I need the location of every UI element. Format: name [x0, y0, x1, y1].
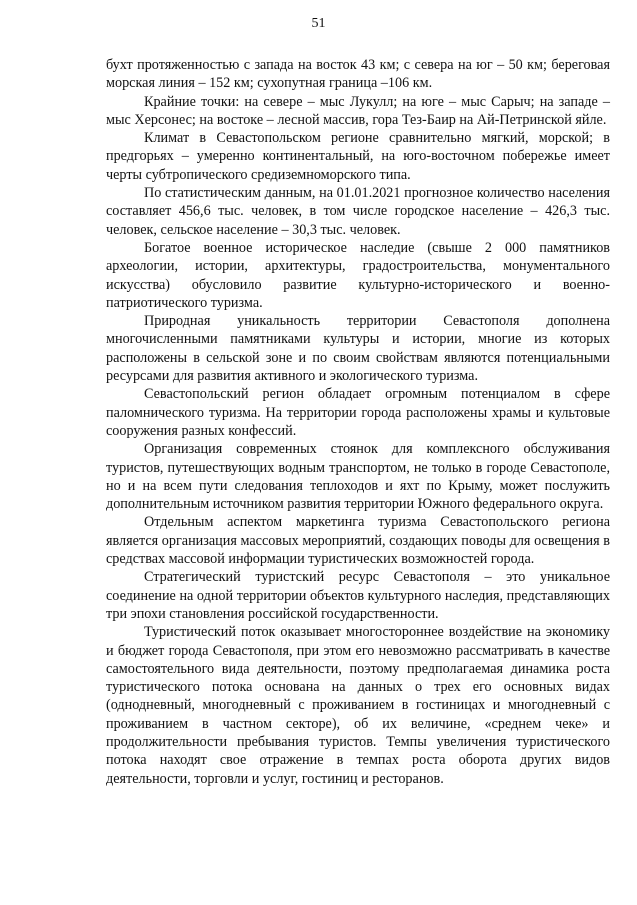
paragraph: бухт протяженностью с запада на восток 43 км; с севера на юг – 50 км; береговая морская линия – 152 км; сухопутная граница –106 км.	[106, 57, 610, 92]
paragraph: По статистическим данным, на 01.01.2021 прогнозное количество населения составляет 456,6 тыс. человек, в том числе городское население – 426,3 тыс. человек, сельское население – 30,3 тыс. человек.	[106, 185, 610, 238]
paragraph: Климат в Севастопольском регионе сравнительно мягкий, морской; в предгорьях – умеренно континентальный, на юго-восточном побережье имеет черты субтропического средиземноморского типа.	[106, 130, 610, 183]
body-text	[106, 56, 610, 788]
paragraph: Туристический поток оказывает многостороннее воздействие на экономику и бюджет города Севастополя, при этом его невозможно рассматривать в качестве самостоятельного вида деятельности, поэтому предполагаемая динамика роста туристического потока основана на данных о трех его основных видах (однодневный, многодневный с проживанием в гостиницах и многодневный с проживанием в частном секторе), об их величине, «среднем чеке» и продолжительности пребывания туристов. Темпы увеличения туристического потока находят свое отражение в темпах роста оборота других видов деятельности, торговли и услуг, гостиниц и ресторанов.	[106, 624, 610, 787]
paragraph: Севастопольский регион обладает огромным потенциалом в сфере паломнического туризма. На территории города расположены храмы и культовые сооружения разных конфессий.	[106, 386, 610, 439]
page-number: 51	[311, 16, 326, 31]
paragraph: Богатое военное историческое наследие (свыше 2 000 памятников археологии, истории, архитектуры, градостроительства, монументального искусства) обусловило развитие культурно-исторического и военно-патриотического туризма.	[106, 239, 610, 311]
paragraph: Природная уникальность территории Севастополя дополнена многочисленными памятниками культуры и истории, многие из которых расположены в сельской зоне и по своим свойствам являются потенциальными ресурсами для развития активного и экологического туризма.	[106, 313, 610, 385]
paragraph: Отдельным аспектом маркетинга туризма Севастопольского региона является организация массовых мероприятий, создающих поводы для освещения в средствах массовой информации туристических возможностей города.	[106, 514, 610, 568]
paragraph: Организация современных стоянок для комплексного обслуживания туристов, путешествующих водным транспортом, не только в городе Севастополе, но и на всем пути следования теплоходов и яхт по Крыму, может послужить дополнительным источником развития территории Южного федерального округа.	[106, 441, 610, 513]
paragraph: Стратегический туристский ресурс Севастополя – это уникальное соединение на одной территории объектов культурного наследия, представляющих три эпохи становления российской государственности.	[106, 569, 610, 622]
paragraph: Крайние точки: на севере – мыс Лукулл; на юге – мыс Сарыч; на западе – мыс Херсонес; на востоке – лесной массив, гора Тез-Баир на Ай-Петринской яйле.	[106, 93, 610, 128]
